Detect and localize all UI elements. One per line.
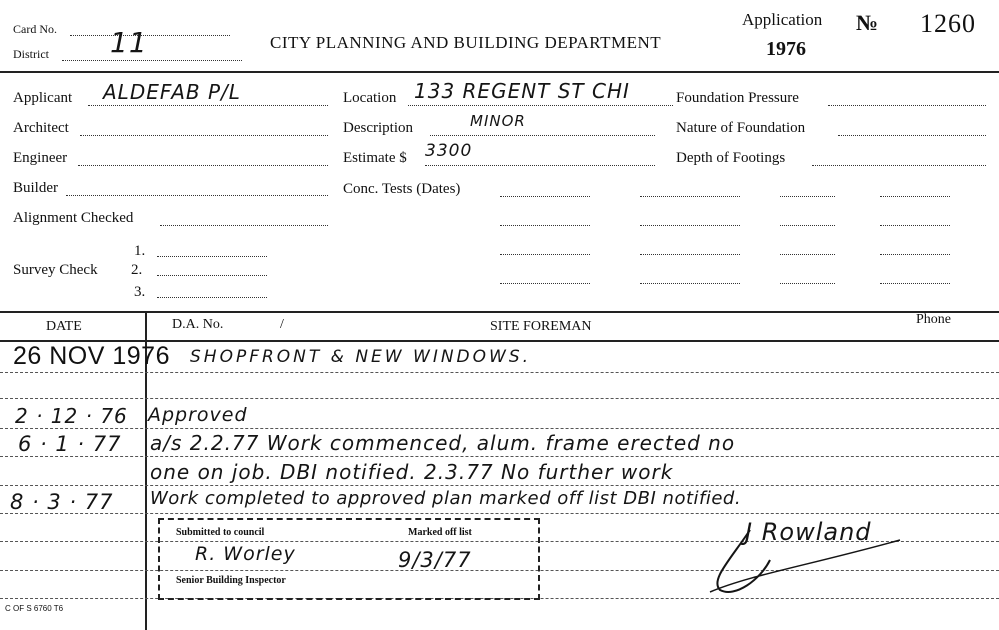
log-line-6 xyxy=(0,513,999,514)
depth-footings-label: Depth of Footings xyxy=(676,150,786,166)
estimate-line xyxy=(425,165,655,166)
survey-1-label: 1. xyxy=(134,243,146,259)
conc-line-10 xyxy=(640,254,740,255)
phone-header: Phone xyxy=(916,312,951,327)
application-label: Application xyxy=(742,10,823,29)
depth-footings-line xyxy=(812,165,986,166)
stamp-date: 9/3/77 xyxy=(398,548,472,572)
entry-4-text: one on job. DBI notified. 2.3.77 No further work xyxy=(150,460,674,484)
architect-label: Architect xyxy=(13,120,69,136)
builder-label: Builder xyxy=(13,180,58,196)
builder-line xyxy=(66,195,328,196)
engineer-line xyxy=(78,165,328,166)
description-value: MINOR xyxy=(470,112,526,130)
date-column-header: DATE xyxy=(46,319,82,334)
entry-5-text: Work completed to approved plan marked off list DBI notified. xyxy=(150,488,742,509)
conc-line-11 xyxy=(780,254,835,255)
applicant-value: ALDEFAB P/L xyxy=(103,80,241,104)
inspector-signature: J Rowland xyxy=(745,518,872,546)
conc-line-1 xyxy=(500,196,590,197)
foundation-pressure-label: Foundation Pressure xyxy=(676,90,799,106)
stamp-line-2: Marked off list xyxy=(408,527,472,538)
application-year: 1976 xyxy=(766,38,806,60)
entry-3-date: 6 · 1 · 77 xyxy=(18,432,122,456)
entry-2-date: 2 · 12 · 76 xyxy=(15,404,128,428)
location-line xyxy=(408,105,673,106)
survey-label: Survey Check xyxy=(13,262,98,278)
estimate-label: Estimate $ xyxy=(343,150,407,166)
header-rule xyxy=(0,71,999,73)
entry-2-text: Approved xyxy=(148,404,248,426)
log-line-1 xyxy=(0,372,999,373)
conc-line-16 xyxy=(880,283,950,284)
conc-line-4 xyxy=(880,196,950,197)
log-line-3 xyxy=(0,428,999,429)
entry-3-text: a/s 2.2.77 Work commenced, alum. frame erected no xyxy=(150,431,736,455)
foundation-pressure-line xyxy=(828,105,986,106)
estimate-value: 3300 xyxy=(425,141,473,161)
district-line xyxy=(62,60,242,61)
alignment-line xyxy=(160,225,328,226)
alignment-label: Alignment Checked xyxy=(13,210,134,226)
da-number-header: D.A. No. xyxy=(172,317,224,332)
conc-line-7 xyxy=(780,225,835,226)
conc-line-9 xyxy=(500,254,590,255)
nature-foundation-line xyxy=(838,135,986,136)
conc-line-2 xyxy=(640,196,740,197)
number-symbol: № xyxy=(856,10,879,35)
conc-line-5 xyxy=(500,225,590,226)
da-number-slash: / xyxy=(280,317,284,332)
survey-3-label: 3. xyxy=(134,284,146,300)
conc-line-14 xyxy=(640,283,740,284)
log-top-rule xyxy=(0,311,999,313)
stamp-footer: Senior Building Inspector xyxy=(176,575,286,586)
log-line-4 xyxy=(0,456,999,457)
application-number: 1260 xyxy=(920,9,976,38)
survey-2-line xyxy=(157,275,267,276)
log-line-2 xyxy=(0,398,999,399)
survey-1-line xyxy=(157,256,267,257)
stamp-signature: R. Worley xyxy=(195,543,296,565)
survey-2-label: 2. xyxy=(131,262,143,278)
log-line-5 xyxy=(0,485,999,486)
applicant-line xyxy=(88,105,328,106)
district-value: 11 xyxy=(110,26,148,59)
card-no-label: Card No. xyxy=(13,22,57,36)
architect-line xyxy=(80,135,328,136)
location-label: Location xyxy=(343,90,397,106)
conc-tests-label: Conc. Tests (Dates) xyxy=(343,181,461,197)
site-foreman-header: SITE FOREMAN xyxy=(490,319,592,334)
district-label: District xyxy=(13,47,49,61)
applicant-label: Applicant xyxy=(13,90,73,106)
conc-line-3 xyxy=(780,196,835,197)
description-label: Description xyxy=(343,120,413,136)
conc-line-12 xyxy=(880,254,950,255)
entry-1-text: SHOPFRONT & NEW WINDOWS. xyxy=(190,347,532,367)
conc-line-13 xyxy=(500,283,590,284)
conc-line-6 xyxy=(640,225,740,226)
conc-line-15 xyxy=(780,283,835,284)
conc-line-8 xyxy=(880,225,950,226)
description-line xyxy=(430,135,655,136)
engineer-label: Engineer xyxy=(13,150,68,166)
form-code: C OF S 6760 T6 xyxy=(5,604,64,613)
card-no-line xyxy=(70,35,230,36)
location-value: 133 REGENT ST CHI xyxy=(414,79,630,103)
entry-1-date: 26 NOV 1976 xyxy=(13,342,170,370)
department-title: CITY PLANNING AND BUILDING DEPARTMENT xyxy=(270,33,662,52)
nature-foundation-label: Nature of Foundation xyxy=(676,120,806,136)
entry-5-date: 8 · 3 · 77 xyxy=(10,490,114,514)
survey-3-line xyxy=(157,297,267,298)
stamp-line-1: Submitted to council xyxy=(176,527,265,538)
signature-flourish xyxy=(690,520,920,600)
